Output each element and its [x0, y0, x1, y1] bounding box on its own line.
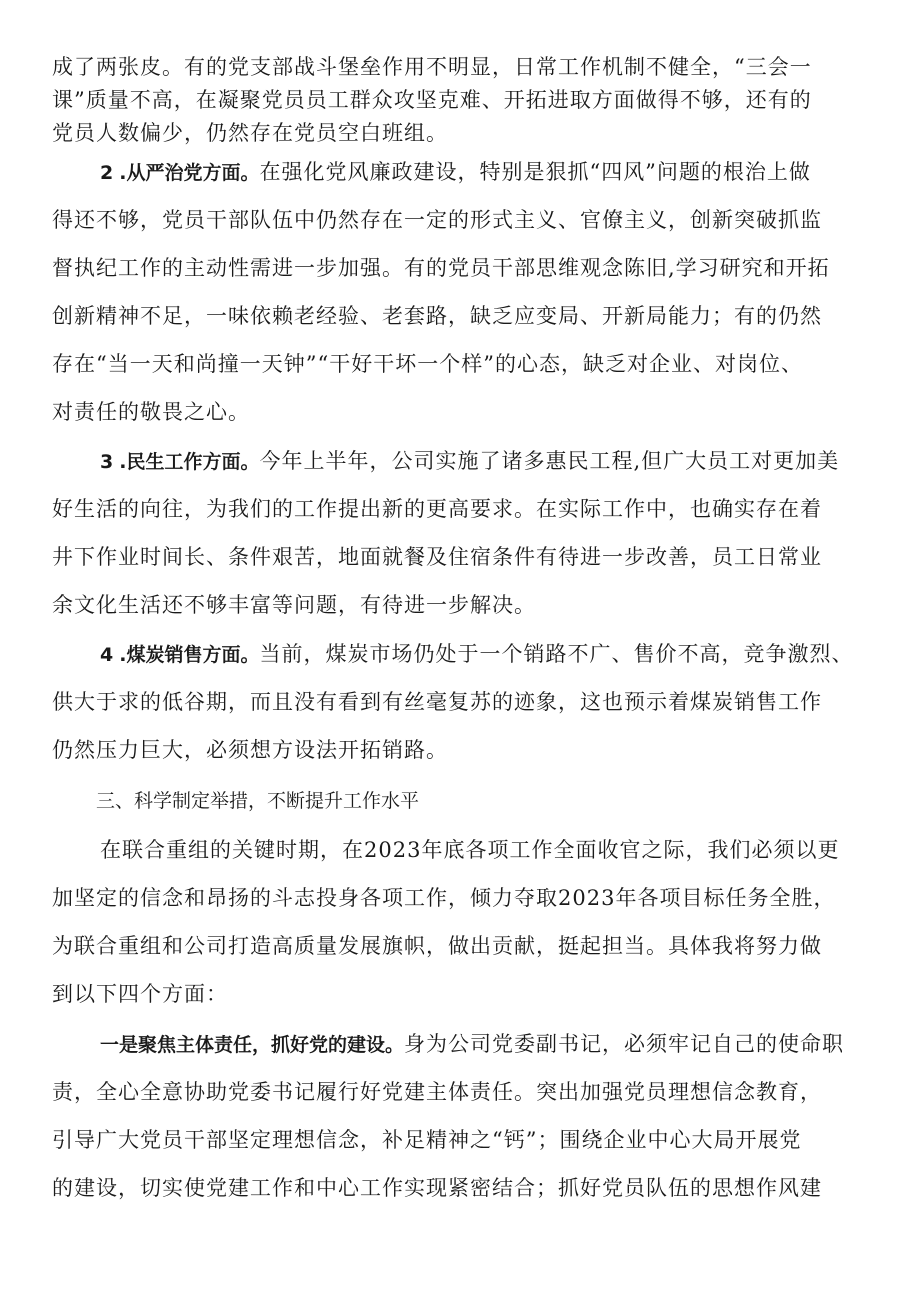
text-line: 课”质量不高，在凝聚党员员工群众攻坚克难、开拓进取方面做得不够，还有的: [52, 88, 812, 112]
point-1-paragraph: [52, 1020, 882, 1212]
item-title: .民生工作方面。: [119, 451, 260, 473]
text-line: 加坚定的信念和昂扬的斗志投身各项工作，倾力夺取2023年各项目标任务全胜，: [52, 886, 836, 910]
text-line: 引导广大党员干部坚定理想信念，补足精神之“钙”；围绕企业中心大局开展党: [52, 1128, 802, 1152]
item-2-paragraph: [52, 148, 882, 436]
text-line: 创新精神不足，一味依赖老经验、老套路，缺乏应变局、开新局能力；有的仍然: [52, 304, 822, 328]
text-line: 党员人数偏少，仍然存在党员空白班组。: [52, 121, 448, 145]
text-line: 在联合重组的关键时期，在2023年底各项工作全面收官之际，我们必须以更: [100, 838, 840, 862]
item-title: .煤炭销售方面。: [119, 644, 260, 666]
item-4-paragraph: [52, 630, 882, 774]
text-line: 仍然压力巨大，必须想方设法开拓销路。: [52, 738, 448, 762]
text-line: 好生活的向往，为我们的工作提出新的更高要求。在实际工作中，也确实存在着: [52, 497, 822, 521]
section-3-heading-block: [52, 781, 882, 821]
text-line: 的建设，切实使党建工作和中心工作实现紧密结合；抓好党员队伍的思想作风建: [52, 1176, 822, 1200]
item-title: .从严治党方面。: [119, 162, 260, 184]
item-3-paragraph: [52, 437, 882, 629]
text-line: 责，全心全意协助党委书记履行好党建主体责任。突出加强党员理想信念教育，: [52, 1080, 822, 1104]
item-number: 2: [100, 162, 114, 184]
text-line: 余文化生活还不够丰富等问题，有待进一步解决。: [52, 593, 536, 617]
intro-paragraph: [52, 51, 882, 150]
item-text: 当前，煤炭市场仍处于一个销路不广、售价不高，竞争激烈、: [259, 642, 854, 666]
section-heading: 三、科学制定举措，不断提升工作水平: [96, 790, 420, 812]
text-line: [52, 1020, 882, 1068]
item-number: 3: [100, 451, 114, 473]
text-line: 供大于求的低谷期，而且没有看到有丝毫复苏的迹象，这也预示着煤炭销售工作: [52, 690, 822, 714]
item-text: 在强化党风廉政建设，特别是狠抓“四风”问题的根治上做: [259, 160, 811, 184]
text-line: [52, 148, 882, 196]
text-line: 督执纪工作的主动性需进一步加强。有的党员干部思维观念陈旧,学习研究和开拓: [52, 256, 830, 280]
text-line: 井下作业时间长、条件艰苦，地面就餐及住宿条件有待进一步改善，员工日常业: [52, 545, 822, 569]
text-line: 得还不够，党员干部队伍中仍然存在一定的形式主义、官僚主义，创新突破抓监: [52, 208, 822, 232]
text-line: [52, 630, 882, 678]
item-text: 今年上半年，公司实施了诸多惠民工程,但广大员工对更加美: [259, 449, 840, 473]
text-line: 到以下四个方面：: [52, 982, 228, 1006]
text-line: 对责任的敬畏之心。: [52, 400, 250, 424]
item-number: 4: [100, 644, 114, 666]
section-3-paragraph: [52, 826, 882, 1018]
text-line: 为联合重组和公司打造高质量发展旗帜，做出贡献，挺起担当。具体我将努力做: [52, 934, 822, 958]
text-line: 成了两张皮。有的党支部战斗堡垒作用不明显，日常工作机制不健全，“三会一: [52, 55, 812, 79]
text-line: 存在“当一天和尚撞一天钟”“干好干坏一个样”的心态，缺乏对企业、对岗位、: [52, 352, 803, 376]
point-text: 身为公司党委副书记，必须牢记自己的使命职: [404, 1032, 845, 1056]
text-line: [52, 437, 882, 485]
point-title: 一是聚焦主体责任，抓好党的建设。: [100, 1034, 405, 1056]
